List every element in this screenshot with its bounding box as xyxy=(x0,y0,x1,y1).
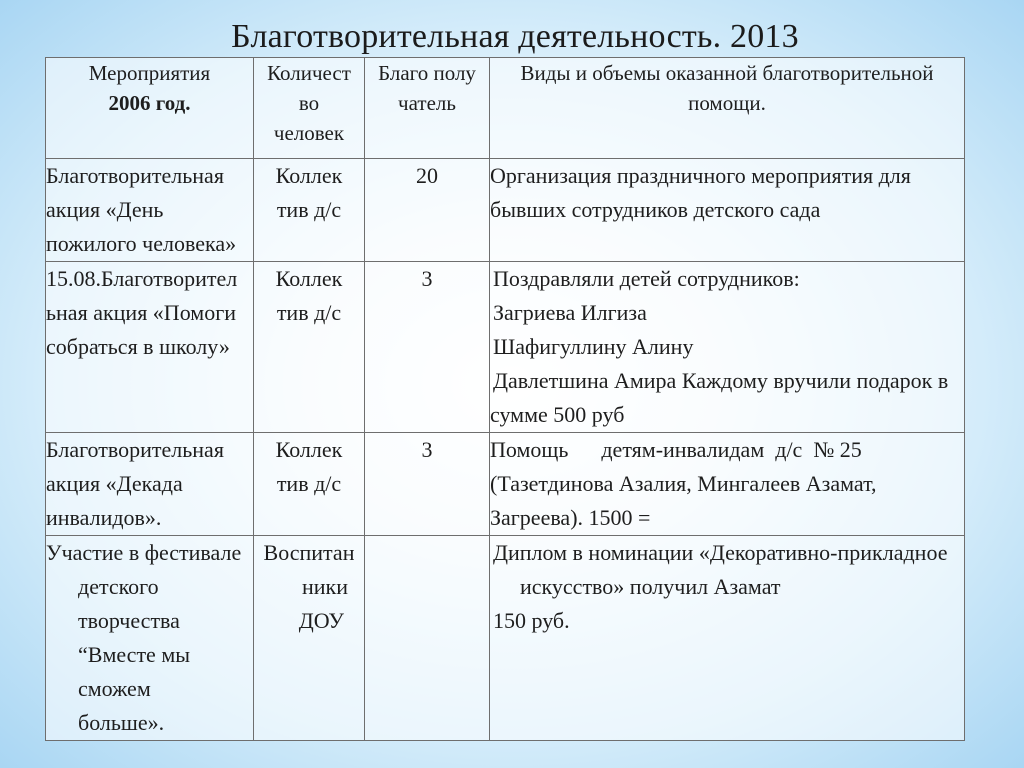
cell-text: тив д/с xyxy=(276,300,342,325)
cell-text: Воспитан xyxy=(263,540,355,565)
header-text: чатель xyxy=(398,91,456,115)
recipients-cell: 3 xyxy=(365,262,490,433)
recipients-cell: 3 xyxy=(365,433,490,536)
cell-text: ДОУ xyxy=(298,608,344,633)
help-cell xyxy=(490,159,965,262)
table-header-row xyxy=(46,58,965,159)
recipients-cell xyxy=(365,536,490,741)
cell-text: акция «День xyxy=(46,197,164,222)
header-text: Количест xyxy=(267,61,351,85)
help-cell xyxy=(490,262,965,433)
help-cell xyxy=(490,536,965,741)
cell-text: ьная акция «Помоги xyxy=(46,300,236,325)
people-cell xyxy=(254,262,365,433)
cell-text: (Тазетдинова Азалия, Мингалеев Азамат, xyxy=(490,471,877,496)
cell-text: Загриева Илгиза xyxy=(493,300,647,325)
cell-text: Диплом в номинации «Декоративно-прикладное xyxy=(493,540,948,565)
cell-text: Поздравляли детей сотрудников: xyxy=(493,266,800,291)
table-row xyxy=(46,159,965,262)
cell-text: бывших сотрудников детского сада xyxy=(490,197,821,222)
cell-text: Коллек xyxy=(275,266,343,291)
event-cell xyxy=(46,536,254,741)
event-cell xyxy=(46,433,254,536)
header-text: помощи. xyxy=(688,91,766,115)
header-text: Виды и объемы оказанной благотворительной xyxy=(520,61,934,85)
header-text: Мероприятия xyxy=(88,61,211,85)
cell-text: Благотворительная xyxy=(46,437,224,462)
cell-text: больше». xyxy=(78,710,165,735)
people-cell xyxy=(254,536,365,741)
cell-text: творчества xyxy=(78,608,180,633)
cell-text: “Вместе мы xyxy=(78,642,191,667)
cell-text: сможем xyxy=(78,676,151,701)
event-cell xyxy=(46,159,254,262)
cell-text: собраться в школу» xyxy=(46,334,230,359)
people-cell xyxy=(254,159,365,262)
header-text: человек xyxy=(273,121,345,145)
table-row xyxy=(46,262,965,433)
cell-text: Загреева). 1500 = xyxy=(490,505,651,530)
table-row xyxy=(46,536,965,741)
cell-text: тив д/с xyxy=(276,471,342,496)
header-events xyxy=(46,58,254,159)
page-title: Благотворительная деятельность. 2013 xyxy=(231,18,799,55)
header-text: 2006 год. xyxy=(108,91,191,115)
people-cell xyxy=(254,433,365,536)
cell-text: Участие в фестивале xyxy=(46,540,242,565)
cell-text: Помощь детям-инвалидам д/с № 25 xyxy=(490,437,862,462)
cell-text: Давлетшина Амира Каждому вручили подарок в xyxy=(493,368,949,393)
cell-text: Шафигуллину Алину xyxy=(493,334,694,359)
header-recipients xyxy=(365,58,490,159)
cell-text: 15.08.Благотворител xyxy=(46,266,238,291)
event-cell xyxy=(46,262,254,433)
charity-table xyxy=(45,57,965,741)
cell-text: Коллек xyxy=(275,163,343,188)
help-cell xyxy=(490,433,965,536)
cell-text: сумме 500 руб xyxy=(490,402,625,427)
cell-text: Коллек xyxy=(275,437,343,462)
header-help-types xyxy=(490,58,965,159)
cell-text: Благотворительная xyxy=(46,163,224,188)
cell-text: Организация праздничного мероприятия для xyxy=(490,163,911,188)
cell-text: 150 руб. xyxy=(493,608,570,633)
cell-text: детского xyxy=(78,574,159,599)
cell-text: инвалидов». xyxy=(46,505,162,530)
header-text: во xyxy=(298,91,320,115)
cell-text: ники xyxy=(301,574,348,599)
cell-text: тив д/с xyxy=(276,197,342,222)
cell-text: пожилого человека» xyxy=(46,231,237,256)
recipients-cell: 20 xyxy=(365,159,490,262)
table-row xyxy=(46,433,965,536)
cell-text: искусство» получил Азамат xyxy=(520,574,781,599)
header-people-count xyxy=(254,58,365,159)
cell-text: акция «Декада xyxy=(46,471,183,496)
header-text: Благо полу xyxy=(378,61,476,85)
